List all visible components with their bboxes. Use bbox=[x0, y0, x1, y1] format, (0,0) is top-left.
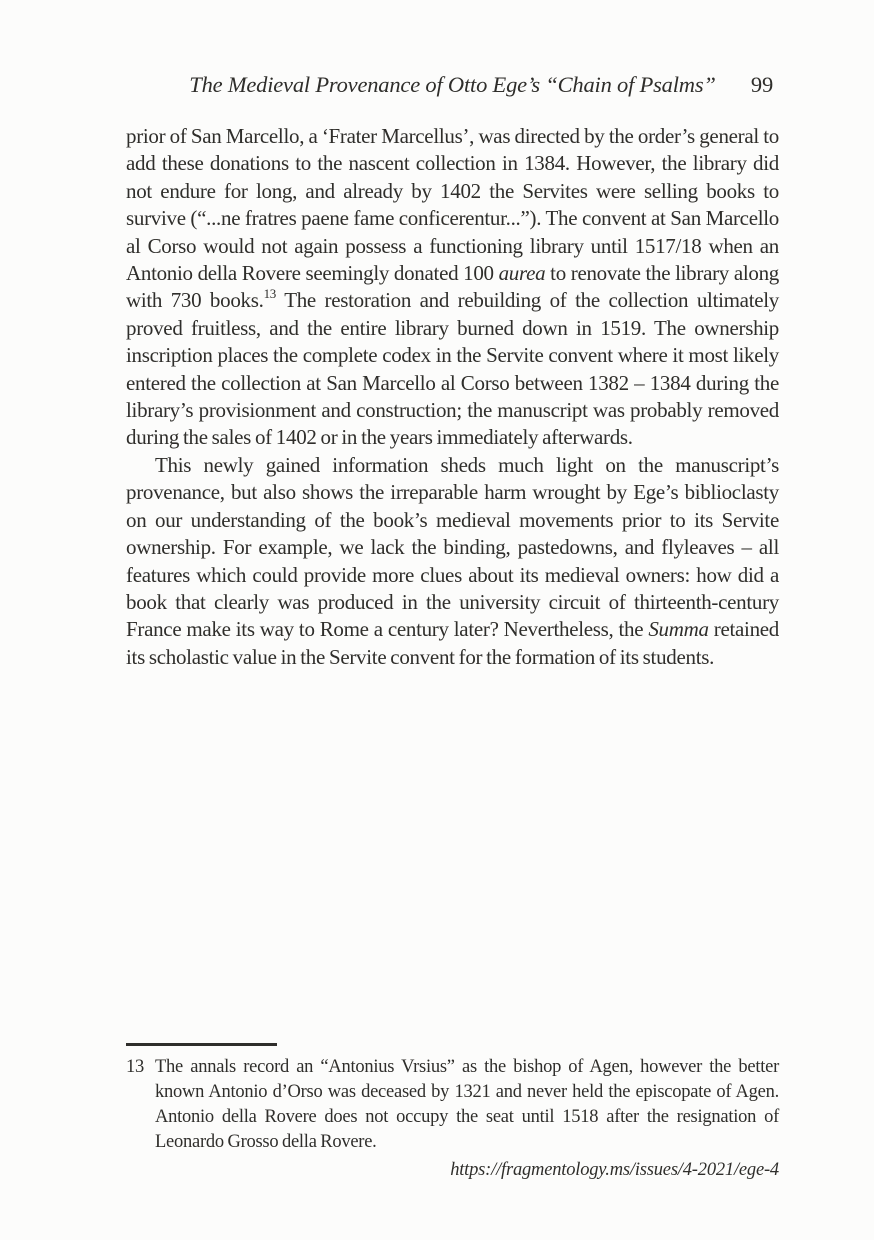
footnote-number: 13 bbox=[126, 1057, 144, 1077]
italic-term: aurea bbox=[498, 261, 546, 286]
text-run: to renovate the library along with 730 books. bbox=[126, 261, 779, 313]
text-run: The restoration and rebuilding of the collection ultimately proved fruitless, and the entire library burned down in 1519. The ownership inscription places the complete codex in the Servite convent where it most likely entered the collection at San Marcello al Corso between 1382 – 1384 during the library’s provisionment and construction; the manuscript was probably removed during the sales of 1402 or in the years immediately afterwards. bbox=[126, 288, 779, 450]
italic-term: Summa bbox=[648, 617, 709, 642]
paragraph bbox=[126, 123, 779, 452]
paragraph bbox=[126, 452, 779, 671]
footnote-separator-rule bbox=[126, 1043, 277, 1046]
footnote-text: The annals record an “Antonius Vrsius” as the bishop of Agen, however the better known Antonio d’Orso was deceased by 1321 and never held the episcopate of Agen. Antonio della Rovere does not occupy the seat until 1518 after the resignation of Leonardo Grosso della Rovere. bbox=[155, 1057, 779, 1152]
running-head bbox=[126, 71, 779, 101]
page-footer bbox=[126, 1157, 779, 1183]
text-run: prior of San Marcello, a ‘Frater Marcellus’, was directed by the order’s general to add these donations to the nascent collection in 1384. However, the library did not endure for long, and already by 1402 the Servites were selling books to survive (“...ne fratres paene fame conficerentur...”). The convent at San Marcello al Corso would not again possess a functioning library until 1517/18 when an Antonio della Rovere seemingly donated 100 bbox=[126, 124, 779, 286]
page-number: 99 bbox=[750, 72, 773, 97]
running-head-title: The Medieval Provenance of Otto Ege’s “Chain of Psalms” bbox=[189, 72, 716, 97]
text-run: retained its scholastic value in the Servite convent for the formation of its students. bbox=[126, 617, 779, 669]
article-url-link[interactable]: https://fragmentology.ms/issues/4-2021/ege-4 bbox=[450, 1160, 779, 1180]
footnote-ref-marker: 13 bbox=[263, 285, 276, 301]
footnote-section bbox=[126, 1043, 779, 1155]
text-run: This newly gained information sheds much light on the manuscript’s provenance, but also shows the irreparable harm wrought by Ege’s biblioclasty on our understanding of the book’s medieval movements prior to its Servite ownership. For example, we lack the binding, pastedowns, and flyleaves – all features which could provide more clues about its medieval owners: how did a book that clearly was produced in the university circuit of thirteenth-century France make its way to Rome a century later? Nevertheless, the bbox=[126, 452, 779, 642]
article-body bbox=[126, 123, 779, 671]
footnote bbox=[126, 1055, 779, 1155]
